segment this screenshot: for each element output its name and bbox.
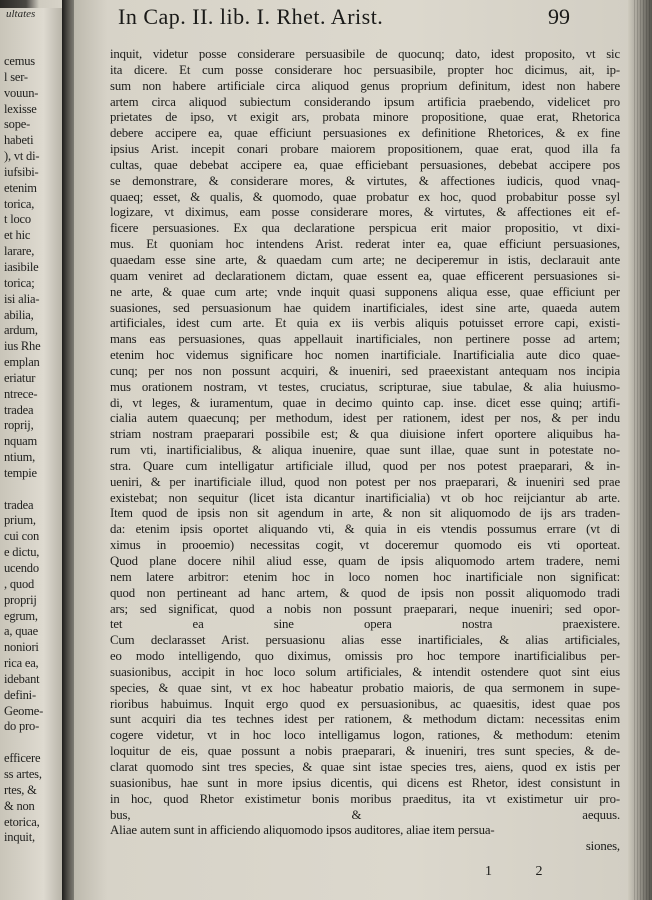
text-line: mus. Et quoniam hoc intendens Arist. rederat inter ea, quae efficiunt persuasiones, bbox=[110, 237, 620, 252]
left-page-line: et hic bbox=[4, 228, 31, 243]
page-edge-lines bbox=[634, 0, 652, 900]
left-page-text bbox=[4, 54, 62, 846]
text-line: prietates de ipso, vt exigit ars, probata minore propositione, quae erat, Rhetorica bbox=[110, 110, 620, 125]
left-page-line: iufsibi- bbox=[4, 164, 39, 179]
text-line: bus, & aequus. bbox=[110, 807, 620, 822]
text-line: tet ea sine opera nostra praexistere. bbox=[110, 617, 620, 632]
text-line: nem latere arbitror: etenim hoc in loco nomen hoc inartificiale non significat: bbox=[110, 569, 620, 584]
text-line: da: etenim ipsis oportet aliquando vti, & quia in eis vtendis possumus errare (vt di bbox=[110, 522, 620, 537]
text-line: ipsius Arist. incepit conari probare maiorem propositionem, quae erat, quod illa fa bbox=[110, 142, 620, 157]
text-line: cogere videtur, vt in hoc loco intelligamus logon, rationes, & methodum: etenim bbox=[110, 728, 620, 743]
left-page-line: nquam bbox=[4, 434, 38, 449]
text-line: ueniri, & per inartificiale illud, quod non potest per nos praeparari, & inueniri sed prae bbox=[110, 474, 620, 489]
text-line: suasionibus, accipit in hoc loco solum artificiales, & intendit ostendere quot sint eius bbox=[110, 664, 620, 679]
text-line: quam veniret ad declarationem dictam, quae essent ea, quae efficerent persuasiones si- bbox=[110, 268, 620, 283]
text-line: mans eas persuasiones, quas appellauit inartificiales, non pertinere posse ad artem; bbox=[110, 332, 620, 347]
text-line: rum vti, inartificialibus, & aliqua inuenire, quae sunt illae, quae sunt in potestate no- bbox=[110, 443, 620, 458]
text-line: ars; sed significat, quod a nobis non possunt praeparari, neque inueniri; sed opor- bbox=[110, 601, 620, 616]
left-page-line: Geome- bbox=[4, 703, 44, 718]
text-line: clarat quomodo sint tres species, & quae sint istae species tres, aiens, quod ex istis per bbox=[110, 759, 620, 774]
text-line: quaedam esse sine arte, & quaedam cum arte; ne deciperemur in istis, declarauit ante bbox=[110, 252, 620, 267]
left-page-line: etenim bbox=[4, 180, 37, 195]
left-page-line: abilia, bbox=[4, 307, 34, 322]
left-page-line: ucendo bbox=[4, 561, 39, 575]
left-page-line: tradea bbox=[4, 497, 34, 512]
text-line: ximus in prooemio) necessitas cogit, vt doceremur quomodo eis vti oporteat. bbox=[110, 538, 620, 553]
left-page-line: & non bbox=[4, 798, 35, 813]
left-page-line: defini- bbox=[4, 687, 36, 702]
left-page-line: rtes, & bbox=[4, 782, 37, 797]
text-line: stra. Quare cum intelligatur artificiale illud, quod per nos potest praeparari, & in- bbox=[110, 458, 620, 473]
left-page-line: ardum, bbox=[4, 323, 38, 338]
text-line: striam nostram praeparari possibile est; & qua diuisione infert oportere aliquibus ha- bbox=[110, 427, 620, 442]
left-page-line: torica; bbox=[4, 275, 35, 290]
catchword: siones, bbox=[585, 839, 620, 854]
text-line: sum non habere artificiale circa aliquod genus proprium definitum, idest non habere bbox=[110, 78, 620, 93]
text-line: etenim hoc videmus significare hoc nomen inartificiale. Inartificialia aute dico quae- bbox=[110, 348, 620, 363]
text-line: cultas, quae debebat accipere ea, quae efficiebant persuasiones, debebat accipere pos bbox=[110, 157, 620, 172]
text-line: inquit, videtur posse considerare persuasibile de quocunq; dato, idest proposito, vt sic bbox=[110, 47, 620, 61]
left-page-line: torica, bbox=[4, 196, 35, 211]
left-page-line: egrum, bbox=[4, 608, 38, 623]
left-page-line: ntrece- bbox=[4, 386, 38, 401]
text-line: Aliae autem sunt in afficiendo aliquomodo ipsos auditores, aliae item persua- bbox=[110, 823, 495, 838]
text-line: existebat; non sequitur (licet ista dicantur inartificialia) vt ob hoc reijciantur ab arte. bbox=[110, 490, 620, 505]
text-line: quaeq; esset, & qualis, & quomodo, quae probatur ex hoc, quod probabitur posse syl bbox=[110, 189, 620, 204]
left-page-line: t loco bbox=[4, 212, 31, 227]
left-page-line: larare, bbox=[4, 244, 35, 259]
left-page-line: e dictu, bbox=[4, 545, 40, 560]
left-page-line: , quod bbox=[4, 576, 35, 591]
text-line: Item quod de ipsis non sit agendum in arte, & non sit aliquomodo de ijs ars traden- bbox=[110, 506, 620, 521]
left-page-line: noniori bbox=[4, 640, 39, 655]
text-line: ficere persuasiones. Ex qua declaratione perspicua erit maior propositio, vt dixi- bbox=[110, 221, 620, 236]
text-line: debere accipere ea, quae efficiunt persuasiones ex definitione Rhetorices, & ex fine bbox=[110, 126, 620, 141]
left-page-line: tempie bbox=[4, 465, 37, 480]
left-page-line: eriatur bbox=[4, 370, 36, 385]
left-page-line: emplan bbox=[4, 355, 40, 370]
text-line: eo modo intelligendo, quo diximus, omissis pro hoc tempore inartificialibus per- bbox=[110, 649, 620, 664]
left-page-line: lexisse bbox=[4, 101, 37, 116]
main-text-block bbox=[110, 47, 620, 855]
text-line: cunq; per nos non possunt acquiri, & inueniri, sed praeexistant antequam nos incipia bbox=[110, 363, 620, 378]
left-page-line bbox=[4, 482, 62, 498]
left-page-line bbox=[4, 735, 62, 751]
left-page-top-fragment: ultates bbox=[6, 8, 36, 20]
text-line: quod non pertineant ad hanc artem, & quod de ipsis non possit aliquomodo tradi bbox=[110, 585, 620, 600]
left-page-line: l ser- bbox=[4, 69, 28, 84]
text-line: rioribus habuimus. Inquit ergo quod ex persuasionibus, ac quaesitis, idest quae pos bbox=[110, 696, 620, 711]
text-line: artem circa aliquod subiectum considerando ipsum artificia praebendo, videlicet pro bbox=[110, 94, 620, 109]
left-page-line: sope- bbox=[4, 117, 31, 132]
signature-mark: 1 2 bbox=[485, 864, 563, 879]
text-line: Quod plane docere nihil aliud esse, quam de ipsis aliquomodo artem tradere, nemi bbox=[110, 554, 620, 568]
text-line: sunt acquiri dia tes technes idest per rationem, & methodum dictam: necessitas enim bbox=[110, 712, 620, 727]
text-line: ne arte, & quae cum arte; vnde inquit quasi supponens aliqua esse, quae efficiunt per bbox=[110, 284, 620, 299]
text-line: mus orationem nostram, vt testes, cruciatus, scripturae, siue tabulae, & alia huiusmo- bbox=[110, 379, 620, 394]
left-page-line: cemus bbox=[4, 54, 35, 68]
left-page-line: cui con bbox=[4, 529, 40, 544]
left-page-line: tradea bbox=[4, 402, 34, 417]
left-page-line: ntium, bbox=[4, 450, 36, 465]
text-line: suasiones, sed persuasionum hae quidem inartificiales, idest sine arte, quaeda autem bbox=[110, 300, 620, 315]
text-line: suasionibus, hae sunt in more ipsius dicentis, qui dicens est Rhetor, idest consistunt in bbox=[110, 775, 620, 790]
text-line: ita dicere. Et cum posse considerare hoc persuasibile, propter hoc dicimus, ait, ip- bbox=[110, 62, 620, 77]
left-page-line: prium, bbox=[4, 513, 36, 528]
text-line: se demonstrare, & considerare mores, & virtutes, & affectiones iudicis, quod vnaq- bbox=[110, 173, 620, 188]
left-page-line: inquit, bbox=[4, 830, 35, 845]
left-page-line: idebant bbox=[4, 671, 40, 686]
running-title: In Cap. II. lib. I. Rhet. Arist. bbox=[118, 4, 384, 29]
left-page-line: iasibile bbox=[4, 259, 39, 274]
left-page-line: do pro- bbox=[4, 719, 40, 734]
left-page-line: proprij bbox=[4, 592, 37, 607]
left-page-line: roprij, bbox=[4, 418, 34, 433]
left-page-line: ), vt di- bbox=[4, 149, 40, 164]
left-page bbox=[0, 8, 62, 900]
left-page-line: isi alia- bbox=[4, 291, 40, 306]
page-number: 99 bbox=[548, 4, 570, 29]
text-line: loquitur de eis, quae possunt a nobis praeparari, & inueniri, tres sunt species, & de- bbox=[110, 744, 620, 759]
text-line: Cum declarasset Arist. persuasionu alias esse inartificiales, & alias artificiales, bbox=[110, 633, 620, 648]
left-page-line: vouun- bbox=[4, 85, 39, 100]
left-page-line: ius Rhe bbox=[4, 339, 41, 354]
text-line: artificiales, idest cum arte. Et quia ex iis verbis aliquis potuisset errore capi, existi- bbox=[110, 316, 620, 331]
text-line: logizare, vt diximus, eam posse considerare mores, & virtutes, & affectiones eit ef- bbox=[110, 205, 620, 220]
left-page-line: ss artes, bbox=[4, 766, 42, 781]
left-page-line: a, quae bbox=[4, 624, 38, 639]
left-page-line: etorica, bbox=[4, 814, 40, 829]
text-line: di, vt leges, & iuramentum, quae in decimo quinto cap. inse. dicet esse quinq; artifi- bbox=[110, 395, 620, 410]
text-line: in hoc, quod Rhetor existimetur bonis moribus praeditus, ita vt existimetur uir pro- bbox=[110, 791, 620, 806]
left-page-line: habeti bbox=[4, 133, 34, 148]
left-page-line: rica ea, bbox=[4, 656, 39, 671]
text-line: cialia autem quaecunq; per methodum, idest per rationem, idest per nos, & per indu bbox=[110, 411, 620, 426]
left-page-line: efficere bbox=[4, 751, 41, 766]
text-line: species, & quae sint, vt ex hoc habeatur probatio maioris, de qua sermonem in supe- bbox=[110, 680, 620, 695]
